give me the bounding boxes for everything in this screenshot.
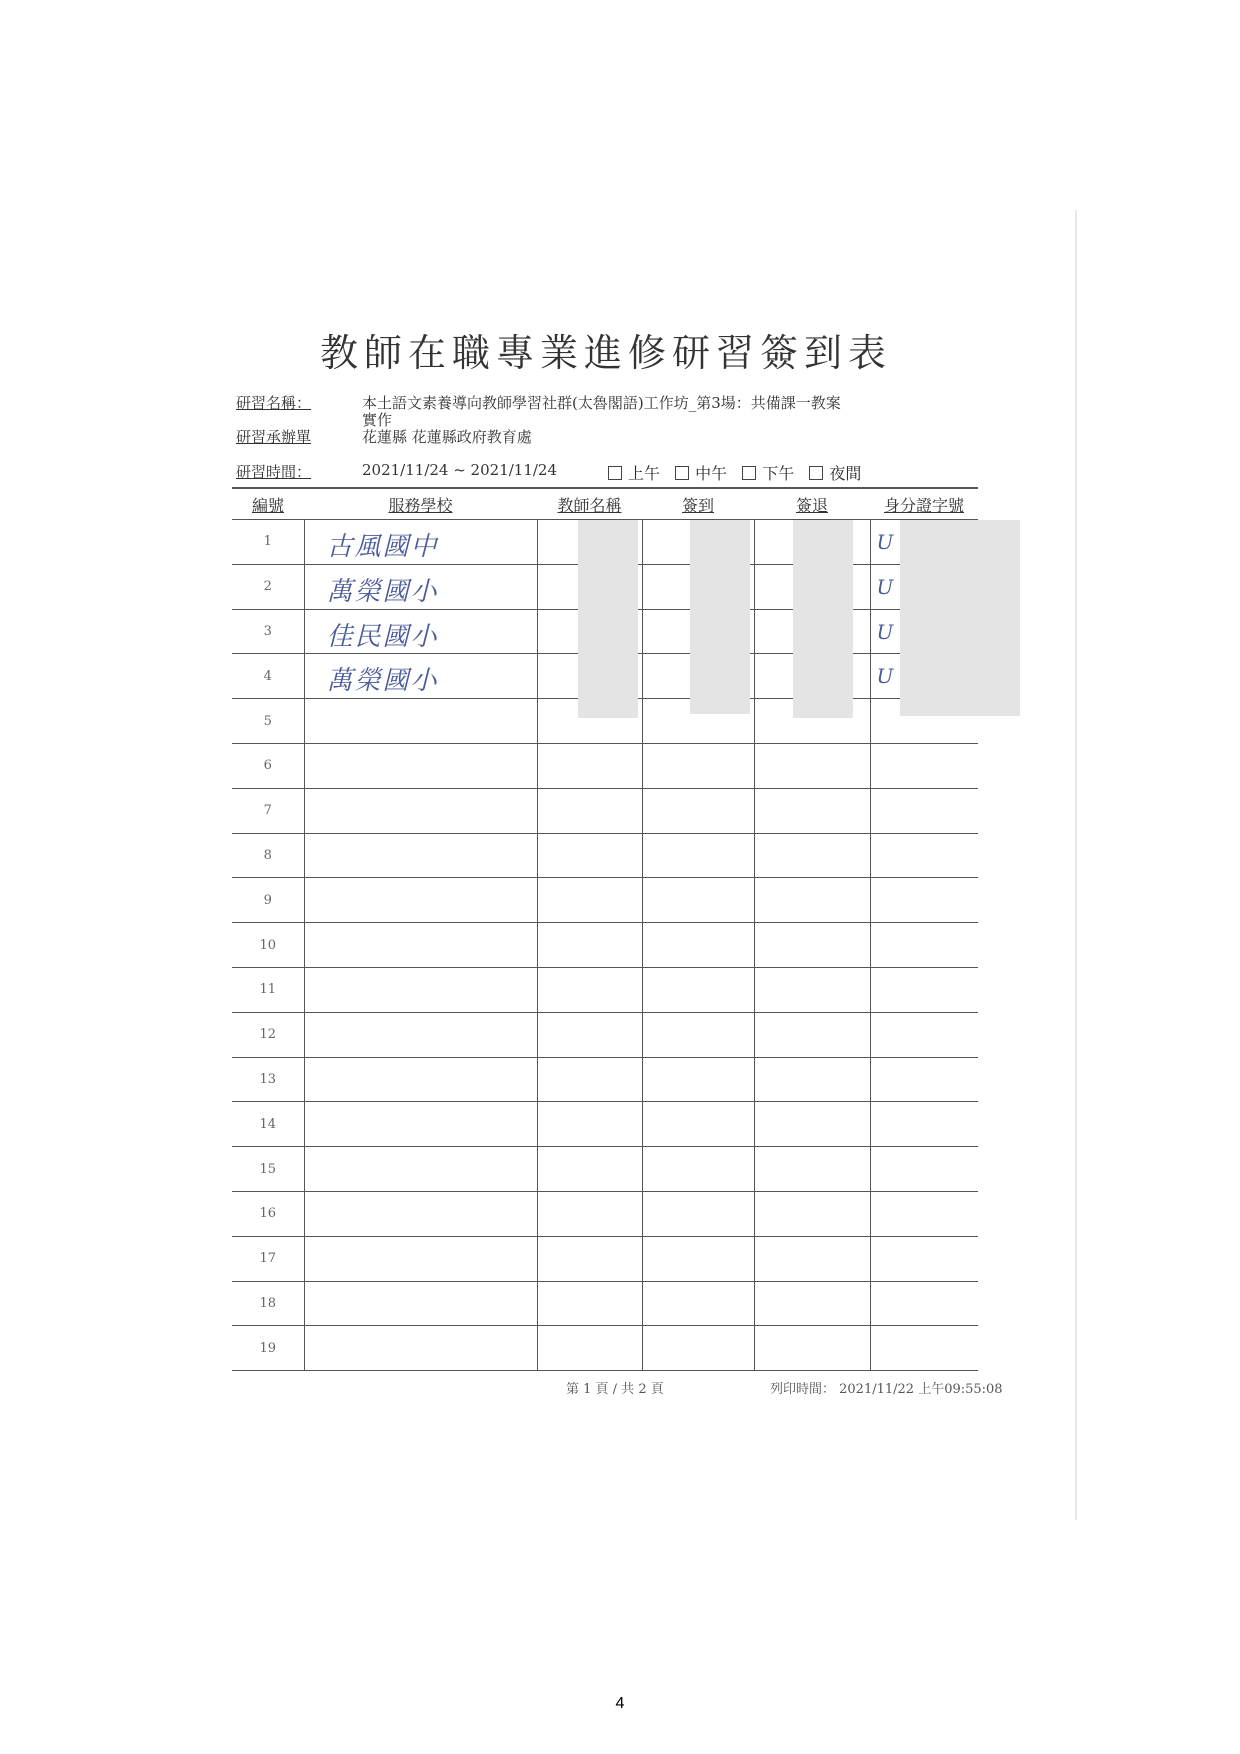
- footer-page-info: 第 1 頁 / 共 2 頁: [566, 1382, 664, 1397]
- col-header-teacher: 教師名稱: [537, 488, 642, 520]
- organizer-value: 花蓮縣 花蓮縣政府教育處: [362, 428, 532, 446]
- table-header-row: [232, 488, 978, 520]
- school-cell[interactable]: [304, 923, 537, 968]
- school-cell[interactable]: [304, 1191, 537, 1236]
- redaction-block: [793, 520, 853, 718]
- session-option: 夜間: [829, 464, 862, 483]
- row-number: 2: [232, 564, 304, 609]
- id-cell[interactable]: [870, 1281, 978, 1326]
- checkbox-icon[interactable]: [809, 466, 823, 480]
- handwritten-text: 古風國中: [326, 532, 439, 562]
- teacher-cell[interactable]: [537, 1012, 642, 1057]
- row-number: 9: [232, 878, 304, 923]
- handwritten-text: 萬榮國小: [326, 576, 439, 607]
- checkbox-icon[interactable]: [675, 466, 689, 480]
- id-cell[interactable]: [870, 1147, 978, 1192]
- sign-out-cell[interactable]: [754, 788, 870, 833]
- school-cell[interactable]: [304, 1102, 537, 1147]
- school-cell[interactable]: [304, 520, 537, 565]
- school-cell[interactable]: [304, 1281, 537, 1326]
- id-cell[interactable]: [870, 1012, 978, 1057]
- school-cell[interactable]: [304, 788, 537, 833]
- table-row: [232, 1057, 978, 1102]
- sign-in-cell[interactable]: [642, 1012, 754, 1057]
- sign-out-cell[interactable]: [754, 1012, 870, 1057]
- teacher-cell[interactable]: [537, 788, 642, 833]
- table-row: [232, 1236, 978, 1281]
- id-cell[interactable]: [870, 788, 978, 833]
- sign-out-cell[interactable]: [754, 1281, 870, 1326]
- row-number: 15: [232, 1147, 304, 1192]
- redaction-block: [900, 520, 1020, 716]
- teacher-cell[interactable]: [537, 1057, 642, 1102]
- school-cell[interactable]: [304, 609, 537, 654]
- scan-edge: [1075, 210, 1077, 1520]
- col-header-id: 身分證字號: [870, 488, 978, 520]
- row-number: 13: [232, 1057, 304, 1102]
- row-number: 7: [232, 788, 304, 833]
- school-cell[interactable]: [304, 833, 537, 878]
- handwritten-text: U: [876, 664, 894, 689]
- handwritten-text: U: [876, 530, 894, 554]
- col-header-no: 編號: [232, 488, 304, 520]
- teacher-cell[interactable]: [537, 1102, 642, 1147]
- handwritten-text: U: [876, 619, 894, 644]
- table-row: [232, 878, 978, 923]
- id-cell[interactable]: [870, 923, 978, 968]
- table-row: [232, 1281, 978, 1326]
- id-cell[interactable]: [870, 1057, 978, 1102]
- school-cell[interactable]: [304, 878, 537, 923]
- table-row: [232, 1147, 978, 1192]
- teacher-cell[interactable]: [537, 743, 642, 788]
- teacher-cell[interactable]: [537, 1281, 642, 1326]
- table-row: [232, 923, 978, 968]
- id-cell[interactable]: [870, 1236, 978, 1281]
- teacher-cell[interactable]: [537, 878, 642, 923]
- school-cell[interactable]: [304, 743, 537, 788]
- row-number: 4: [232, 654, 304, 699]
- id-cell[interactable]: [870, 1326, 978, 1371]
- sign-out-cell[interactable]: [754, 1057, 870, 1102]
- sign-in-cell[interactable]: [642, 743, 754, 788]
- sign-in-cell[interactable]: [642, 923, 754, 968]
- id-cell[interactable]: [870, 967, 978, 1012]
- school-cell[interactable]: [304, 699, 537, 744]
- checkbox-icon[interactable]: [742, 466, 756, 480]
- table-row: [232, 788, 978, 833]
- session-option: 中午: [695, 464, 728, 483]
- organizer-label: 研習承辦單: [236, 428, 312, 446]
- col-header-school: 服務學校: [304, 488, 537, 520]
- sign-in-cell[interactable]: [642, 1147, 754, 1192]
- redaction-block: [578, 520, 638, 718]
- teacher-cell[interactable]: [537, 1191, 642, 1236]
- time-label: 研習時間：: [236, 463, 312, 481]
- sign-out-cell[interactable]: [754, 1236, 870, 1281]
- sign-in-cell[interactable]: [642, 1281, 754, 1326]
- table-row: [232, 1191, 978, 1236]
- id-cell[interactable]: [870, 833, 978, 878]
- time-value: 2021/11/24 ~ 2021/11/24: [362, 461, 558, 479]
- teacher-cell[interactable]: [537, 923, 642, 968]
- session-checkboxes: [598, 461, 861, 484]
- col-header-sign-in: 簽到: [642, 488, 754, 520]
- school-cell[interactable]: [304, 1147, 537, 1192]
- row-number: 12: [232, 1012, 304, 1057]
- row-number: 11: [232, 967, 304, 1012]
- school-cell[interactable]: [304, 564, 537, 609]
- sign-out-cell[interactable]: [754, 743, 870, 788]
- session-option: 上午: [628, 464, 661, 483]
- school-cell[interactable]: [304, 967, 537, 1012]
- table-row: [232, 833, 978, 878]
- row-number: 16: [232, 1191, 304, 1236]
- teacher-cell[interactable]: [537, 833, 642, 878]
- sign-in-cell[interactable]: [642, 788, 754, 833]
- redaction-block: [690, 520, 750, 714]
- row-number: 5: [232, 699, 304, 744]
- sign-in-cell[interactable]: [642, 878, 754, 923]
- sign-out-cell[interactable]: [754, 967, 870, 1012]
- school-cell[interactable]: [304, 1326, 537, 1371]
- handwritten-text: 佳民國小: [326, 621, 439, 652]
- school-cell[interactable]: [304, 1236, 537, 1281]
- table-row: [232, 1012, 978, 1057]
- checkbox-icon[interactable]: [608, 466, 622, 480]
- footer-print-time: 列印時間： 2021/11/22 上午09:55:08: [770, 1382, 1003, 1397]
- school-cell[interactable]: [304, 654, 537, 699]
- id-cell[interactable]: [870, 878, 978, 923]
- table-row: [232, 743, 978, 788]
- sign-out-cell[interactable]: [754, 1147, 870, 1192]
- sign-out-cell[interactable]: [754, 833, 870, 878]
- page-title: 教師在職專業進修研習簽到表: [320, 331, 893, 375]
- sign-in-cell[interactable]: [642, 1191, 754, 1236]
- teacher-cell[interactable]: [537, 1326, 642, 1371]
- row-number: 10: [232, 923, 304, 968]
- table-row: [232, 1326, 978, 1371]
- row-number: 8: [232, 833, 304, 878]
- row-number: 3: [232, 609, 304, 654]
- sign-out-cell[interactable]: [754, 1102, 870, 1147]
- sign-out-cell[interactable]: [754, 1326, 870, 1371]
- row-number: 19: [232, 1326, 304, 1371]
- name-value-cont: 實作: [362, 411, 393, 429]
- handwritten-text: U: [876, 574, 894, 599]
- table-row: [232, 967, 978, 1012]
- sign-in-cell[interactable]: [642, 1102, 754, 1147]
- sign-in-cell[interactable]: [642, 1057, 754, 1102]
- row-number: 17: [232, 1236, 304, 1281]
- teacher-cell[interactable]: [537, 1236, 642, 1281]
- row-number: 6: [232, 743, 304, 788]
- page-number: 4: [615, 1695, 625, 1712]
- table-row: [232, 1102, 978, 1147]
- sign-out-cell[interactable]: [754, 923, 870, 968]
- teacher-cell[interactable]: [537, 967, 642, 1012]
- handwritten-text: 萬榮國小: [326, 666, 439, 697]
- sign-in-cell[interactable]: [642, 833, 754, 878]
- sign-out-cell[interactable]: [754, 878, 870, 923]
- row-number: 14: [232, 1102, 304, 1147]
- teacher-cell[interactable]: [537, 1147, 642, 1192]
- id-cell[interactable]: [870, 743, 978, 788]
- school-cell[interactable]: [304, 1057, 537, 1102]
- row-number: 18: [232, 1281, 304, 1326]
- sign-in-cell[interactable]: [642, 967, 754, 1012]
- name-label: 研習名稱：: [236, 394, 312, 412]
- col-header-sign-out: 簽退: [754, 488, 870, 520]
- row-number: 1: [232, 520, 304, 565]
- session-option: 下午: [762, 464, 795, 483]
- school-cell[interactable]: [304, 1012, 537, 1057]
- sign-in-cell[interactable]: [642, 1326, 754, 1371]
- name-value: 本土語文素養導向教師學習社群(太魯閣語)工作坊_第3場：共備課一教案: [362, 394, 841, 412]
- sign-in-cell[interactable]: [642, 1236, 754, 1281]
- sign-out-cell[interactable]: [754, 1191, 870, 1236]
- id-cell[interactable]: [870, 1191, 978, 1236]
- id-cell[interactable]: [870, 1102, 978, 1147]
